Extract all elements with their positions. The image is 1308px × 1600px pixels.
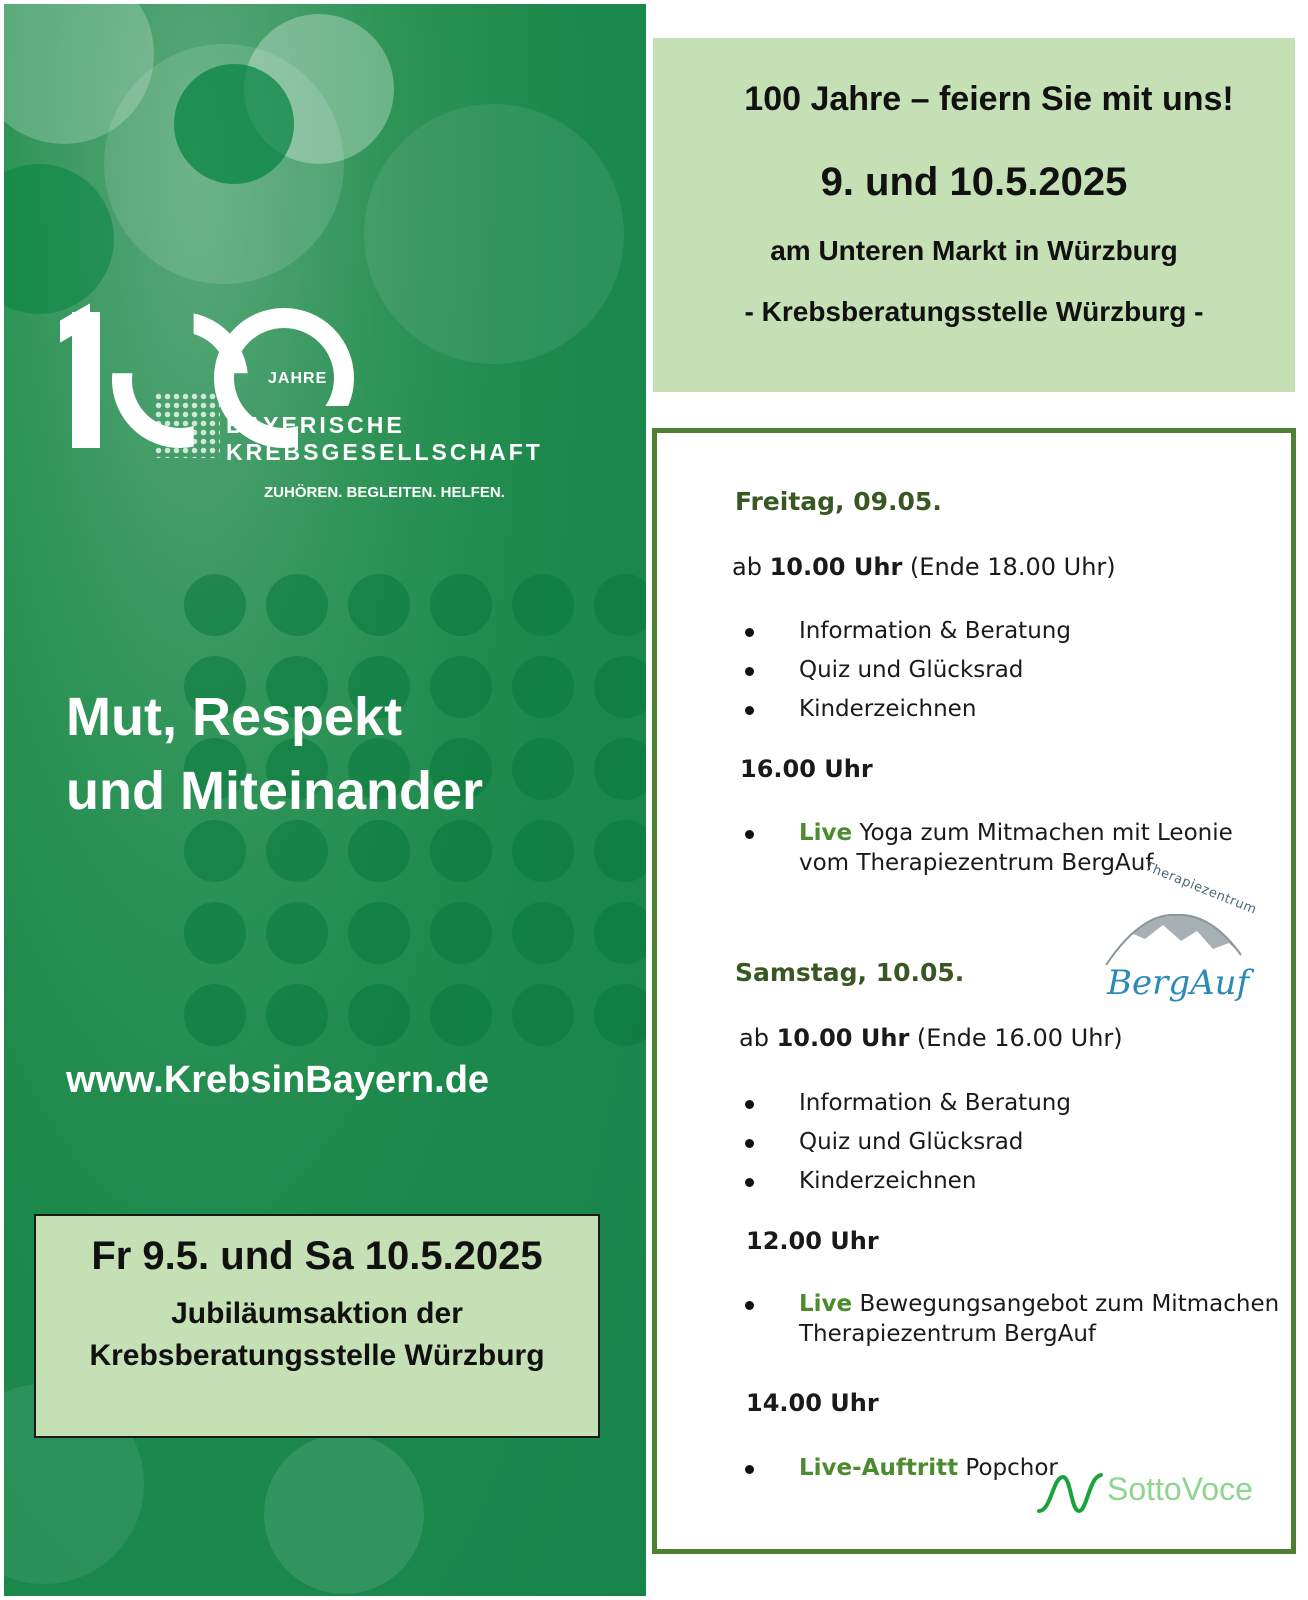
logo-org-line1: BAYERISCHE (226, 412, 405, 438)
sottovoce-logo (1037, 1471, 1277, 1517)
decorative-dot (594, 656, 646, 718)
friday-slot-time: 16.00 Uhr (740, 755, 873, 783)
sottovoce-name: SottoVoce (1107, 1471, 1253, 1507)
list-item (739, 1289, 1279, 1349)
decorative-dot (512, 574, 574, 636)
slogan-line1: Mut, Respekt (66, 687, 403, 747)
event-date-box (34, 1214, 600, 1438)
live-label: Live (799, 820, 853, 846)
list-item (739, 1453, 1058, 1483)
decorative-dot (184, 984, 246, 1046)
decorative-dot (512, 656, 574, 718)
list-item: Kinderzeichnen (739, 1166, 1071, 1196)
decorative-dot (266, 902, 328, 964)
decorative-dot (594, 902, 646, 964)
header-box (653, 38, 1295, 392)
slot-text-line2: Therapiezentrum BergAuf (799, 1321, 1097, 1347)
logo-jahre: JAHRE (268, 370, 328, 387)
bokeh-circle (4, 164, 114, 314)
decorative-dot (348, 820, 410, 882)
logo-org-line2: KREBSGESELLSCHAFT (226, 439, 543, 465)
decorative-dot (430, 984, 492, 1046)
decorative-dot (512, 820, 574, 882)
decorative-dot (512, 984, 574, 1046)
saturday-time-prefix: ab (739, 1024, 769, 1052)
event-dates: 9. und 10.5.2025 (820, 160, 1128, 204)
bokeh-circle (264, 1434, 424, 1594)
bkg-100-years-logo (64, 304, 624, 524)
event-date: Fr 9.5. und Sa 10.5.2025 (91, 1234, 543, 1278)
decorative-dot (512, 738, 574, 800)
program-box (652, 428, 1296, 1554)
decorative-dot (184, 574, 246, 636)
saturday-slot1-list (739, 1289, 1279, 1358)
live-label: Live-Auftritt (799, 1455, 959, 1481)
decorative-dot (266, 574, 328, 636)
saturday-slot2-time: 14.00 Uhr (746, 1389, 879, 1417)
decorative-dot (184, 902, 246, 964)
friday-item-list (739, 616, 1071, 733)
logo-org-name (226, 412, 543, 466)
decorative-dot (348, 902, 410, 964)
headline: 100 Jahre – feiern Sie mit uns! (744, 80, 1234, 118)
event-subtitle-line2: Krebsberatungsstelle Würzburg (89, 1339, 545, 1372)
decorative-dot (430, 820, 492, 882)
list-item: Quiz und Glücksrad (739, 655, 1071, 685)
sound-wave-icon (1037, 1471, 1107, 1517)
decorative-dot (594, 738, 646, 800)
decorative-dot (266, 984, 328, 1046)
slogan (66, 680, 483, 828)
slot-text-line2: vom Therapiezentrum BergAuf (799, 850, 1154, 876)
list-item: Kinderzeichnen (739, 694, 1071, 724)
logo-claim: ZUHÖREN. BEGLEITEN. HELFEN. (264, 484, 505, 501)
friday-time-end: (Ende 18.00 Uhr) (909, 553, 1116, 581)
bokeh-circle (174, 64, 294, 184)
slogan-line2: und Miteinander (66, 761, 483, 821)
organizer: - Krebsberatungsstelle Würzburg - (744, 296, 1204, 327)
friday-title: Freitag, 09.05. (735, 487, 942, 516)
bergauf-arc-text: Therapiezentrum (1142, 859, 1259, 918)
decorative-dot (430, 902, 492, 964)
website-link[interactable]: www.KrebsinBayern.de (66, 1059, 490, 1101)
decorative-dot (348, 574, 410, 636)
bergauf-name: BergAuf (1107, 963, 1250, 1003)
friday-time-start: 10.00 Uhr (769, 553, 903, 581)
slot-text-line1: Bewegungsangebot zum Mitmachen (859, 1291, 1280, 1317)
live-label: Live (799, 1291, 853, 1317)
slot-text: Popchor (965, 1455, 1058, 1481)
event-subtitle (36, 1293, 598, 1377)
saturday-time-start: 10.00 Uhr (776, 1024, 910, 1052)
list-item: Information & Beratung (739, 1088, 1071, 1118)
friday-hours (732, 553, 1116, 581)
saturday-slot2-list (739, 1453, 1058, 1492)
saturday-hours (739, 1024, 1123, 1052)
saturday-time-end: (Ende 16.00 Uhr) (916, 1024, 1123, 1052)
list-item: Quiz und Glücksrad (739, 1127, 1071, 1157)
decorative-dot (184, 820, 246, 882)
decorative-dot (430, 574, 492, 636)
slot-text-line1: Yoga zum Mitmachen mit Leonie (859, 820, 1233, 846)
event-subtitle-line1: Jubiläumsaktion der (171, 1297, 463, 1330)
decorative-dot (266, 820, 328, 882)
bergauf-logo (1101, 859, 1259, 1013)
logo-dot-pattern (154, 392, 220, 458)
decorative-dot (594, 984, 646, 1046)
list-item: Information & Beratung (739, 616, 1071, 646)
friday-time-prefix: ab (732, 553, 762, 581)
decorative-dot (594, 574, 646, 636)
decorative-dot (512, 902, 574, 964)
saturday-item-list (739, 1088, 1071, 1205)
left-banner (4, 4, 646, 1596)
event-location: am Unteren Markt in Würzburg (770, 235, 1178, 266)
decorative-dot (594, 820, 646, 882)
saturday-title: Samstag, 10.05. (735, 958, 965, 987)
decorative-dot (348, 984, 410, 1046)
saturday-slot1-time: 12.00 Uhr (746, 1227, 879, 1255)
